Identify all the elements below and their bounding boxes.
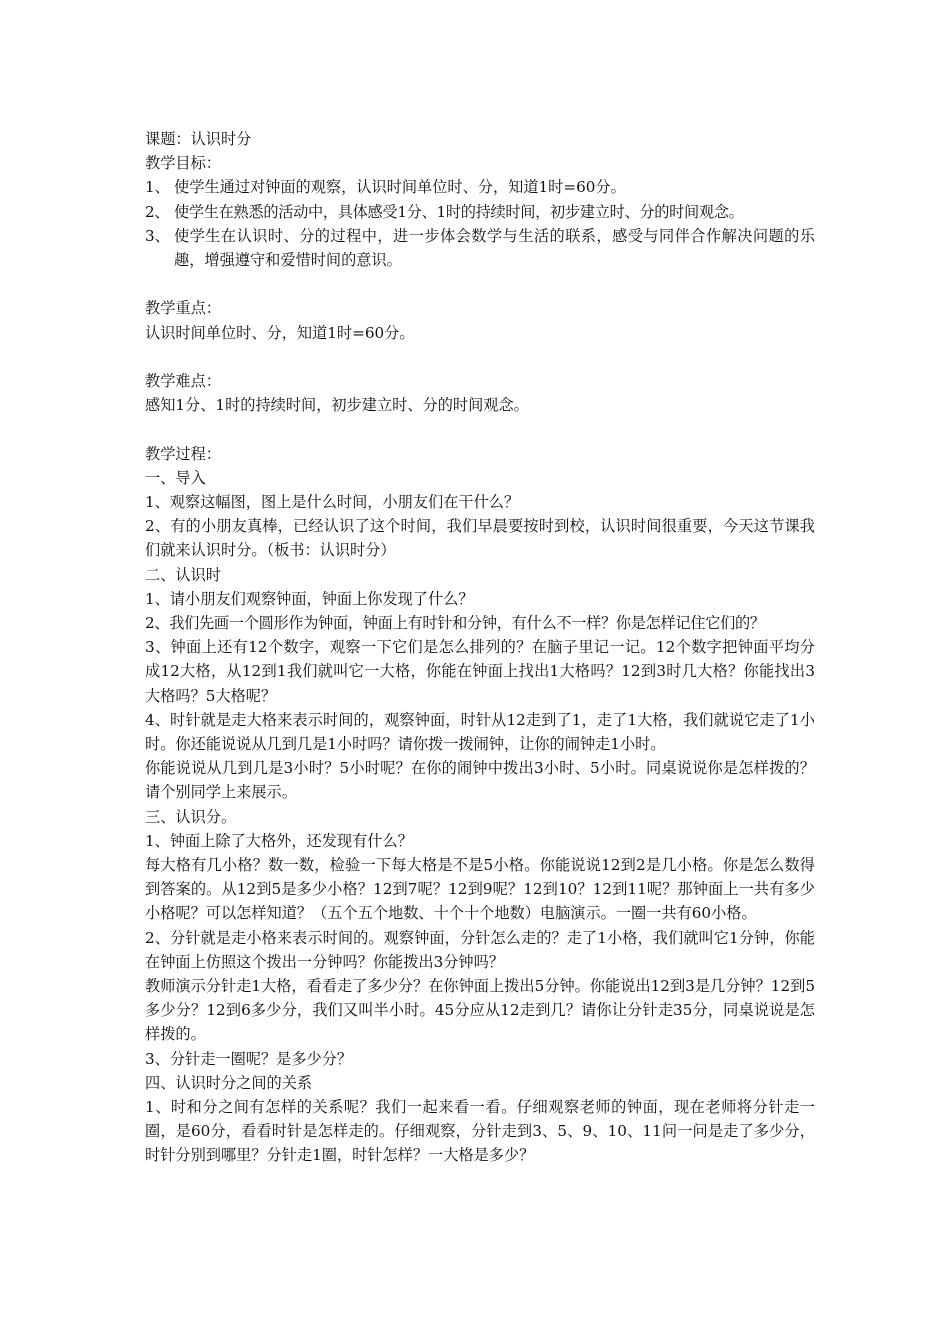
paragraph: 1、请小朋友们观察钟面，钟面上你发现了什么？ xyxy=(145,589,474,608)
paragraph: 1、时和分之间有怎样的关系呢？我们一起来看一看。仔细观察老师的钟面，现在老师将分针走一圈，是60分，看看时针是怎样走的。仔细观察，分针走到3、5、9、10、11问一问是走了多少分，时针分别到哪里？分针走1圈，时针怎样？一大格是多少？ xyxy=(145,1098,815,1165)
spacer xyxy=(145,345,815,369)
difficulty-text: 感知1分、1时的持续时间，初步建立时、分的时间观念。 xyxy=(145,396,529,415)
paragraph: 教师演示分针走1大格，看看走了多少分？在你钟面上拨出5分钟。你能说出12到3是几分钟？12到5多少分？12到6多少分，我们又叫半小时。45分应从12走到几？请你让分针走35分，同桌说说是怎样拨的。 xyxy=(145,977,815,1044)
lesson-plan-document xyxy=(145,127,815,1168)
paragraph: 2、分针就是走小格来表示时间的。观察钟面，分针怎么走的？走了1小格，我们就叫它1分钟，你能在钟面上仿照这个拨出一分钟吗？你能拨出3分钟吗？ xyxy=(145,928,815,971)
objective-number: 1、 xyxy=(145,178,170,197)
difficulty-heading: 教学难点： xyxy=(145,372,221,390)
objectives-heading: 教学目标： xyxy=(145,154,221,173)
paragraph: 1、钟面上除了大格外，还发现有什么？ xyxy=(145,831,413,850)
paragraph: 1、观察这幅图，图上是什么时间，小朋友们在干什么？ xyxy=(145,493,520,511)
process-heading: 教学过程： xyxy=(145,444,221,463)
objective-item-1 xyxy=(145,175,815,199)
section-heading-relationship: 四、认识时分之间的关系 xyxy=(145,1073,313,1092)
objective-item-2 xyxy=(145,200,815,224)
section-heading-minute: 三、认识分。 xyxy=(145,807,237,826)
paragraph: 3、钟面上还有12个数字，观察一下它们是怎么排列的？在脑子里记一记。12个数字把钟面平均分成12大格，从12到1我们就叫它一大格，你能在钟面上找出1大格吗？12到3时几大格？你能找出3大格吗？5大格呢？ xyxy=(145,638,815,705)
objective-item-3 xyxy=(145,224,815,272)
objective-number: 3、 xyxy=(145,226,170,245)
spacer xyxy=(145,272,815,296)
objective-number: 2、 xyxy=(145,202,170,221)
section-heading-intro: 一、导入 xyxy=(145,468,206,487)
paragraph: 2、有的小朋友真棒，已经认识了这个时间，我们早晨要按时到校，认识时间很重要，今天这节课我们就来认识时分。（板书：认识时分） xyxy=(145,517,815,560)
paragraph: 3、分针走一圈呢？是多少分？ xyxy=(145,1049,353,1068)
section-heading-hour: 二、认识时 xyxy=(145,565,221,584)
key-point-heading: 教学重点： xyxy=(145,299,221,318)
key-point-text: 认识时间单位时、分，知道1时=60分。 xyxy=(145,323,415,342)
paragraph: 2、我们先画一个圆形作为钟面，钟面上有时针和分钟，有什么不一样？你是怎样记住它们的？ xyxy=(145,614,765,633)
paragraph: 4、时针就是走大格来表示时间的，观察钟面，时针从12走到了1，走了1大格，我们就说它走了1小时。你还能说说从几到几是1小时吗？请你拨一拨闹钟，让你的闹钟走1小时。 xyxy=(145,710,815,754)
spacer xyxy=(145,417,815,441)
paragraph: 每大格有几小格？数一数，检验一下每大格是不是5小格。你能说说12到2是几小格。你是怎么数得到答案的。从12到5是多少小格？12到7呢？12到9呢？12到10？12到11呢？那钟面上一共有多少小格呢？可以怎样知道？（五个五个地数、十个十个地数）电脑演示。一圈一共有60小格。 xyxy=(145,856,815,923)
objective-text: 使学生在认识时、分的过程中，进一步体会数学与生活的联系，感受与同伴合作解决问题的乐趣，增强遵守和爱惜时间的意识。 xyxy=(174,226,815,270)
paragraph: 你能说说从几到几是3小时？5小时呢？在你的闹钟中拨出3小时、5小时。同桌说说你是怎样拨的？请个别同学上来展示。 xyxy=(145,759,815,802)
objective-text: 使学生通过对钟面的观察，认识时间单位时、分，知道1时=60分。 xyxy=(174,178,626,197)
lesson-title: 课题：认识时分 xyxy=(145,130,252,148)
objective-text: 使学生在熟悉的活动中，具体感受1分、1时的持续时间，初步建立时、分的时间观念。 xyxy=(174,202,744,221)
